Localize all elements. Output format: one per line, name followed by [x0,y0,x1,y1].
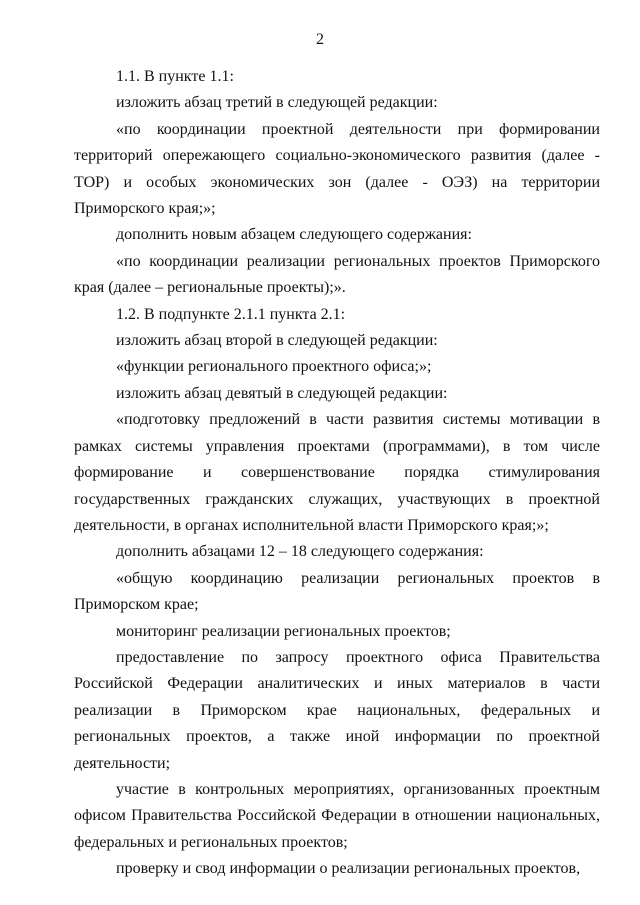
paragraph-14: предоставление по запросу проектного офиса Правительства Российской Федерации аналитических и иных материалов в части реализации в Приморском крае национальных, федеральных и региональных проектов, а также иной информации по проектной деятельности; [74,648,600,772]
paragraph-16: проверку и свод информации о реализации региональных проектов, [116,860,581,878]
paragraph-5: «по координации реализации региональных проектов Приморского края (далее – региональные проекты);». [74,252,600,297]
paragraph-2: изложить абзац третий в следующей редакции: [116,94,438,112]
paragraph-13: мониторинг реализации региональных проектов; [116,622,451,640]
paragraph-11: дополнить абзацами 12 – 18 следующего содержания: [116,543,484,561]
paragraph-9: изложить абзац девятый в следующей редакции: [116,384,448,402]
paragraph-4: дополнить новым абзацем следующего содержания: [116,226,472,244]
paragraph-7: изложить абзац второй в следующей редакции: [116,332,438,350]
paragraph-3: «по координации проектной деятельности при формировании территорий опережающего социально-экономического развития (далее - ТОР) и особых экономических зон (далее - ОЭЗ) на территории Приморского края;»; [74,120,600,218]
paragraph-10: «подготовку предложений в части развития системы мотивации в рамках системы управления проектами (программами), в том числе формирование и совершенствование порядка стимулирования государственных гражданских служащих, участвующих в проектной деятельности, в органах исполнительной власти Приморского края;»; [74,411,600,534]
page-number: 2 [316,31,324,48]
paragraph-6: 1.2. В подпункте 2.1.1 пункта 2.1: [116,305,346,323]
paragraph-15: участие в контрольных мероприятиях, организованных проектным офисом Правительства Российской Федерации в отношении национальных, федеральных и региональных проектов; [74,780,600,851]
paragraph-12: «общую координацию реализации региональных проектов в Приморском крае; [74,569,600,614]
document-body [74,64,600,883]
paragraph-8: «функции регионального проектного офиса;»; [116,358,432,376]
paragraph-1: 1.1. В пункте 1.1: [116,68,234,85]
